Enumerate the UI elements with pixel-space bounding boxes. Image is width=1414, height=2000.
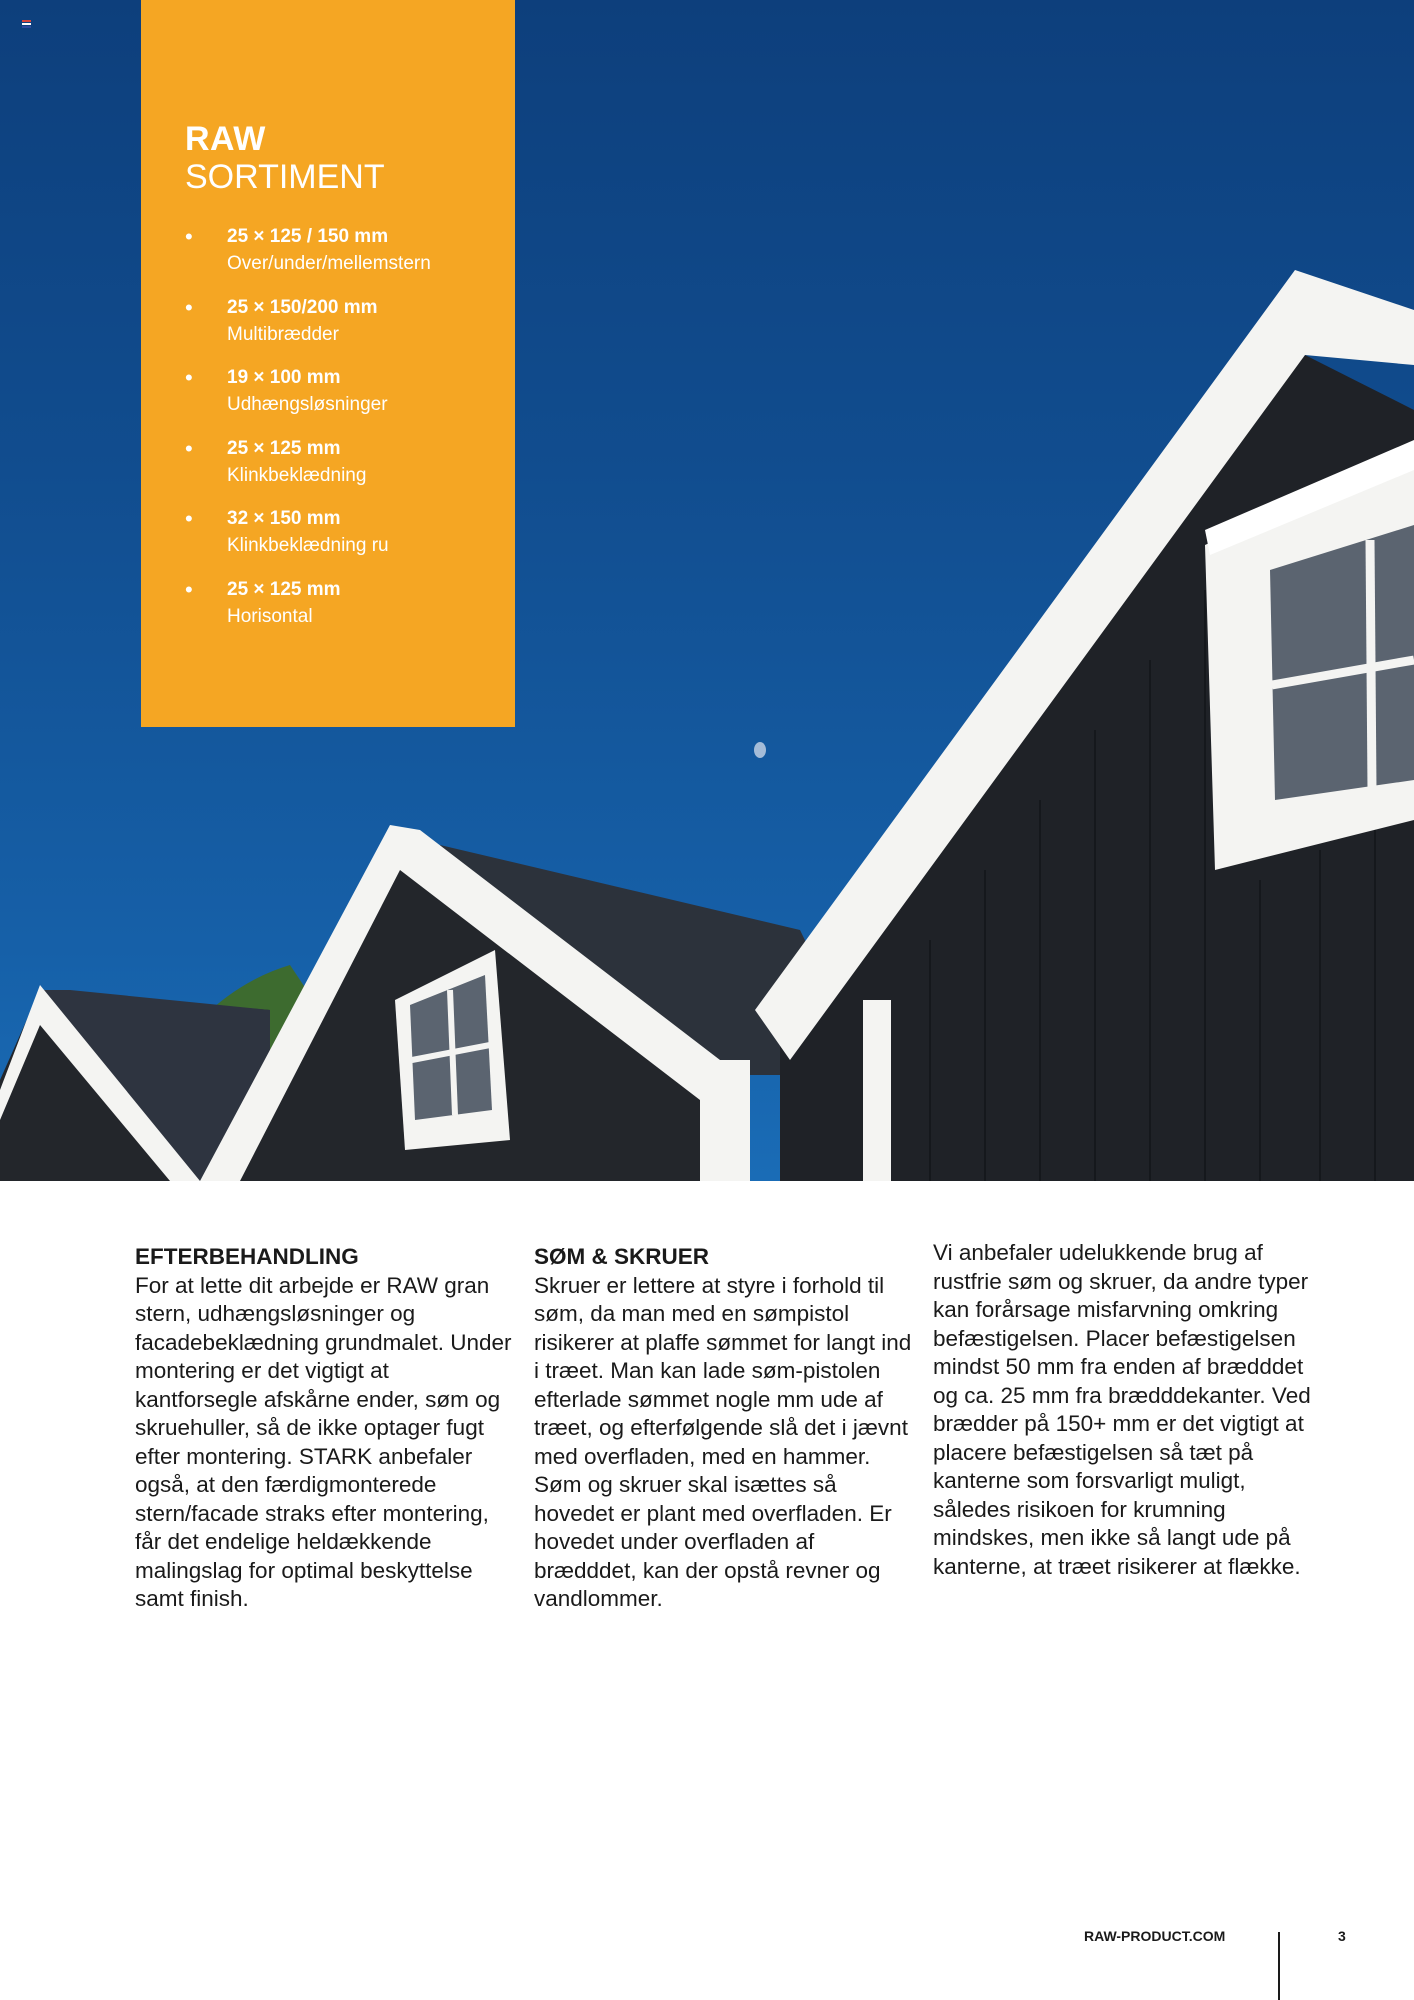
item-dimension: 25 × 125 / 150 mm bbox=[227, 226, 389, 247]
footer-website: RAW-PRODUCT.COM bbox=[1084, 1928, 1226, 1944]
column-befaestigelse bbox=[933, 1239, 1313, 1581]
item-description: Over/under/mellemstern bbox=[227, 253, 431, 274]
item-dimension: 25 × 125 mm bbox=[227, 437, 341, 459]
bullet-icon: • bbox=[185, 365, 193, 390]
item-dimension: 25 × 125 mm bbox=[227, 578, 341, 600]
house-right-post bbox=[863, 1000, 891, 1181]
sortiment-box bbox=[141, 0, 515, 727]
moon-shape bbox=[754, 742, 766, 758]
bullet-icon: • bbox=[185, 224, 193, 249]
column-som-skruer bbox=[534, 1243, 914, 1614]
list-item bbox=[185, 436, 505, 507]
item-description: Udhængsløsninger bbox=[227, 394, 388, 415]
bullet-icon: • bbox=[185, 576, 193, 602]
list-item bbox=[185, 295, 505, 366]
item-description: Klinkbeklædning bbox=[227, 464, 367, 486]
sortiment-list bbox=[185, 224, 505, 647]
item-description: Horisontal bbox=[227, 605, 313, 627]
page-number: 3 bbox=[1338, 1928, 1346, 1944]
item-dimension: 25 × 150/200 mm bbox=[227, 296, 378, 318]
list-item bbox=[185, 224, 505, 295]
box-title-sortiment: SORTIMENT bbox=[185, 158, 385, 196]
bullet-icon: • bbox=[185, 506, 193, 531]
item-dimension: 32 × 150 mm bbox=[227, 508, 341, 529]
house-middle-post bbox=[700, 1060, 750, 1181]
list-item bbox=[185, 365, 505, 436]
list-item bbox=[185, 506, 505, 577]
flag-icon bbox=[22, 20, 31, 27]
column-body: Skruer er lettere at styre i forhold til søm, da man med en sømpistol risikerer at plaffe sømmet for langt ind i træet. Man kan lade søm-pistolen efterlade sømmet nogle mm ude af træet, og efterfølgende slå det i jævnt med overfladen, med en hammer. Søm og skruer skal isættes så hovedet er plant med overfladen. Er hovedet under overfladen af brædddet, kan der opstå revner og vandlommer. bbox=[534, 1272, 912, 1611]
footer-divider bbox=[1278, 1932, 1280, 2000]
bullet-icon: • bbox=[185, 435, 193, 461]
column-heading: SØM & SKRUER bbox=[534, 1244, 710, 1269]
item-description: Multibrædder bbox=[227, 323, 339, 345]
box-title-raw: RAW bbox=[185, 120, 266, 158]
column-body: Vi anbefaler udelukkende brug af rustfrie søm og skruer, da andre typer kan forårsage misfarvning omkring befæstigelsen. Placer befæstigelsen mindst 50 mm fra enden af brædddet og ca. 25 mm fra brædddekanter. Ved brædder på 150+ mm er det vigtigt at placere befæstigelsen så tæt på kanterne som forsvarligt muligt, således risikoen for krumning mindskes, men ikke så langt ude på kanterne, at træet risikerer at flække. bbox=[933, 1240, 1311, 1579]
bullet-icon: • bbox=[185, 294, 193, 320]
column-body: For at lette dit arbejde er RAW gran stern, udhængsløsninger og facadebeklædning grundmalet. Under montering er det vigtigt at kantforsegle afskårne ender, søm og skruehuller, så de ikke optager fugt efter montering. STARK anbefaler også, at den færdigmonterede stern/facade straks efter montering, får det endelige heldækkende malingslag for optimal beskyttelse samt finish. bbox=[135, 1272, 512, 1611]
item-dimension: 19 × 100 mm bbox=[227, 367, 341, 388]
column-heading: EFTERBEHANDLING bbox=[135, 1244, 359, 1269]
column-efterbehandling bbox=[135, 1243, 515, 1614]
list-item bbox=[185, 577, 505, 648]
item-description: Klinkbeklædning ru bbox=[227, 535, 389, 556]
